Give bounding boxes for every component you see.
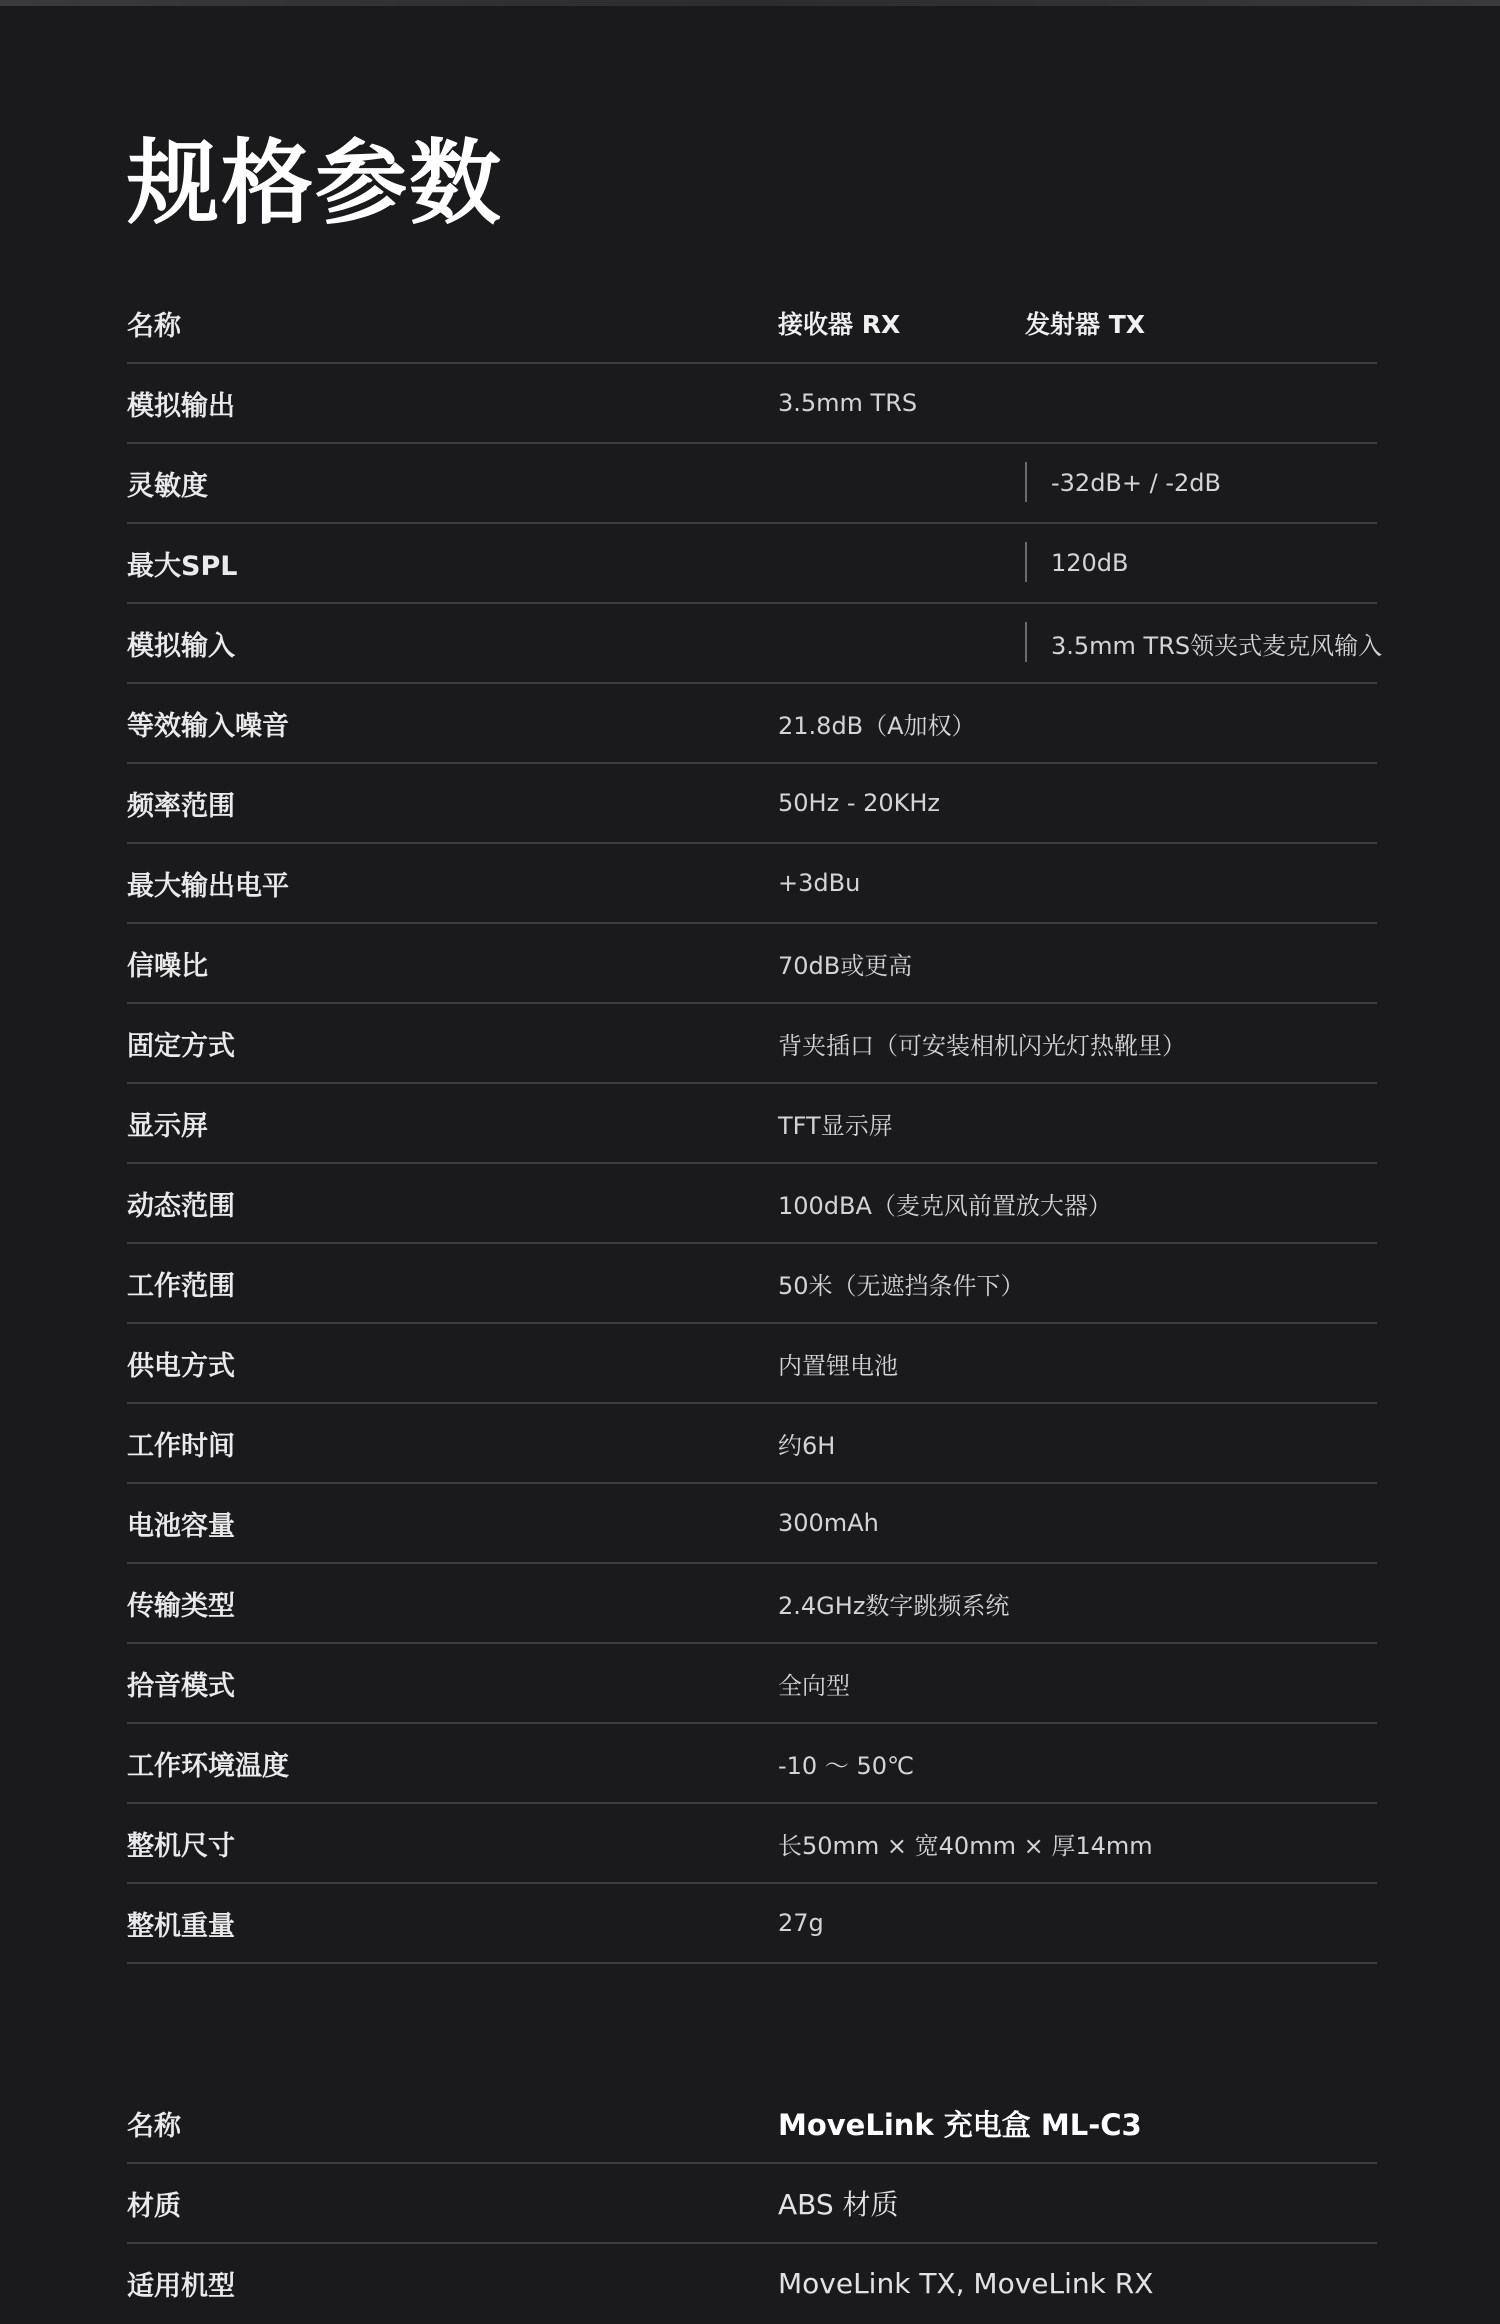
row-rx-value: 全向型 — [778, 1671, 850, 1700]
table-row — [127, 1244, 1377, 1324]
row-label: 信噪比 — [127, 950, 208, 982]
table-row — [127, 1324, 1377, 1404]
page-title: 规格参数 — [127, 130, 504, 237]
case-table-header — [127, 2084, 1377, 2164]
row-label: 电池容量 — [127, 1510, 235, 1542]
table-row — [127, 1484, 1377, 1564]
case-header-name-label: 名称 — [127, 2110, 181, 2142]
table-row — [127, 1564, 1377, 1644]
row-label: 动态范围 — [127, 1190, 235, 1222]
row-label: 工作范围 — [127, 1270, 235, 1302]
row-label: 整机尺寸 — [127, 1830, 235, 1862]
table-row — [127, 1164, 1377, 1244]
table-row — [127, 1884, 1377, 1964]
row-label: 材质 — [127, 2190, 181, 2222]
row-rx-value: 27g — [778, 1909, 824, 1937]
row-label: 频率范围 — [127, 790, 235, 822]
row-label: 适用机型 — [127, 2270, 235, 2302]
case-spec-table — [127, 2084, 1377, 2324]
row-rx-value: 21.8dB（A加权） — [778, 711, 976, 740]
row-value: MoveLink TX, MoveLink RX — [778, 2266, 1154, 2300]
row-rx-value: 300mAh — [778, 1509, 879, 1537]
table-row — [127, 524, 1377, 604]
row-rx-value: 50米（无遮挡条件下） — [778, 1271, 1025, 1300]
header-rx-label: 接收器 RX — [778, 310, 901, 339]
row-label: 工作环境温度 — [127, 1750, 289, 1782]
row-label: 灵敏度 — [127, 470, 208, 502]
row-label: 供电方式 — [127, 1350, 235, 1382]
table-row — [127, 364, 1377, 444]
table-row — [127, 2244, 1377, 2324]
row-tx-value: -32dB+ / -2dB — [1025, 444, 1221, 522]
table-row — [127, 1724, 1377, 1804]
row-label: 最大SPL — [127, 550, 238, 582]
row-label: 等效输入噪音 — [127, 710, 289, 742]
table-row — [127, 604, 1383, 684]
spec-table — [127, 284, 1383, 1964]
row-rx-value: 100dBA（麦克风前置放大器） — [778, 1191, 1112, 1220]
table-row — [127, 1084, 1377, 1164]
row-rx-value: 约6H — [778, 1431, 836, 1460]
row-tx-value: 120dB — [1025, 524, 1129, 602]
table-row — [127, 764, 1377, 844]
table-row — [127, 2164, 1377, 2244]
header-name-label: 名称 — [127, 310, 181, 342]
row-rx-value: 长50mm × 宽40mm × 厚14mm — [778, 1831, 1153, 1860]
row-rx-value: 3.5mm TRS — [778, 389, 918, 417]
row-tx-value: 3.5mm TRS领夹式麦克风输入 — [1025, 604, 1382, 682]
row-label: 固定方式 — [127, 1030, 235, 1062]
table-row — [127, 1644, 1377, 1724]
header-tx-label: 发射器 TX — [1025, 310, 1146, 339]
table-row — [127, 444, 1377, 524]
spec-table-header — [127, 284, 1377, 364]
table-row — [127, 1804, 1377, 1884]
row-label: 最大输出电平 — [127, 870, 289, 902]
table-row — [127, 684, 1377, 764]
row-rx-value: TFT显示屏 — [778, 1111, 893, 1140]
row-rx-value: -10 ～ 50℃ — [778, 1751, 914, 1780]
row-rx-value: 70dB或更高 — [778, 951, 913, 980]
top-bar — [0, 0, 1500, 6]
row-value: ABS 材质 — [778, 2188, 899, 2221]
case-header-product: MoveLink 充电盒 ML-C3 — [778, 2107, 1142, 2142]
row-label: 模拟输入 — [127, 630, 235, 662]
row-rx-value: 50Hz - 20KHz — [778, 789, 941, 817]
table-row — [127, 924, 1377, 1004]
row-rx-value: +3dBu — [778, 869, 861, 897]
row-label: 拾音模式 — [127, 1670, 235, 1702]
row-rx-value: 2.4GHz数字跳频系统 — [778, 1591, 1010, 1620]
row-label: 传输类型 — [127, 1590, 235, 1622]
row-rx-value: 背夹插口（可安装相机闪光灯热靴里） — [778, 1031, 1186, 1060]
table-row — [127, 1004, 1377, 1084]
table-row — [127, 1404, 1377, 1484]
row-label: 模拟输出 — [127, 390, 235, 422]
row-label: 显示屏 — [127, 1110, 208, 1142]
row-label: 工作时间 — [127, 1430, 235, 1462]
table-row — [127, 844, 1377, 924]
row-rx-value: 内置锂电池 — [778, 1351, 898, 1380]
row-label: 整机重量 — [127, 1910, 235, 1942]
